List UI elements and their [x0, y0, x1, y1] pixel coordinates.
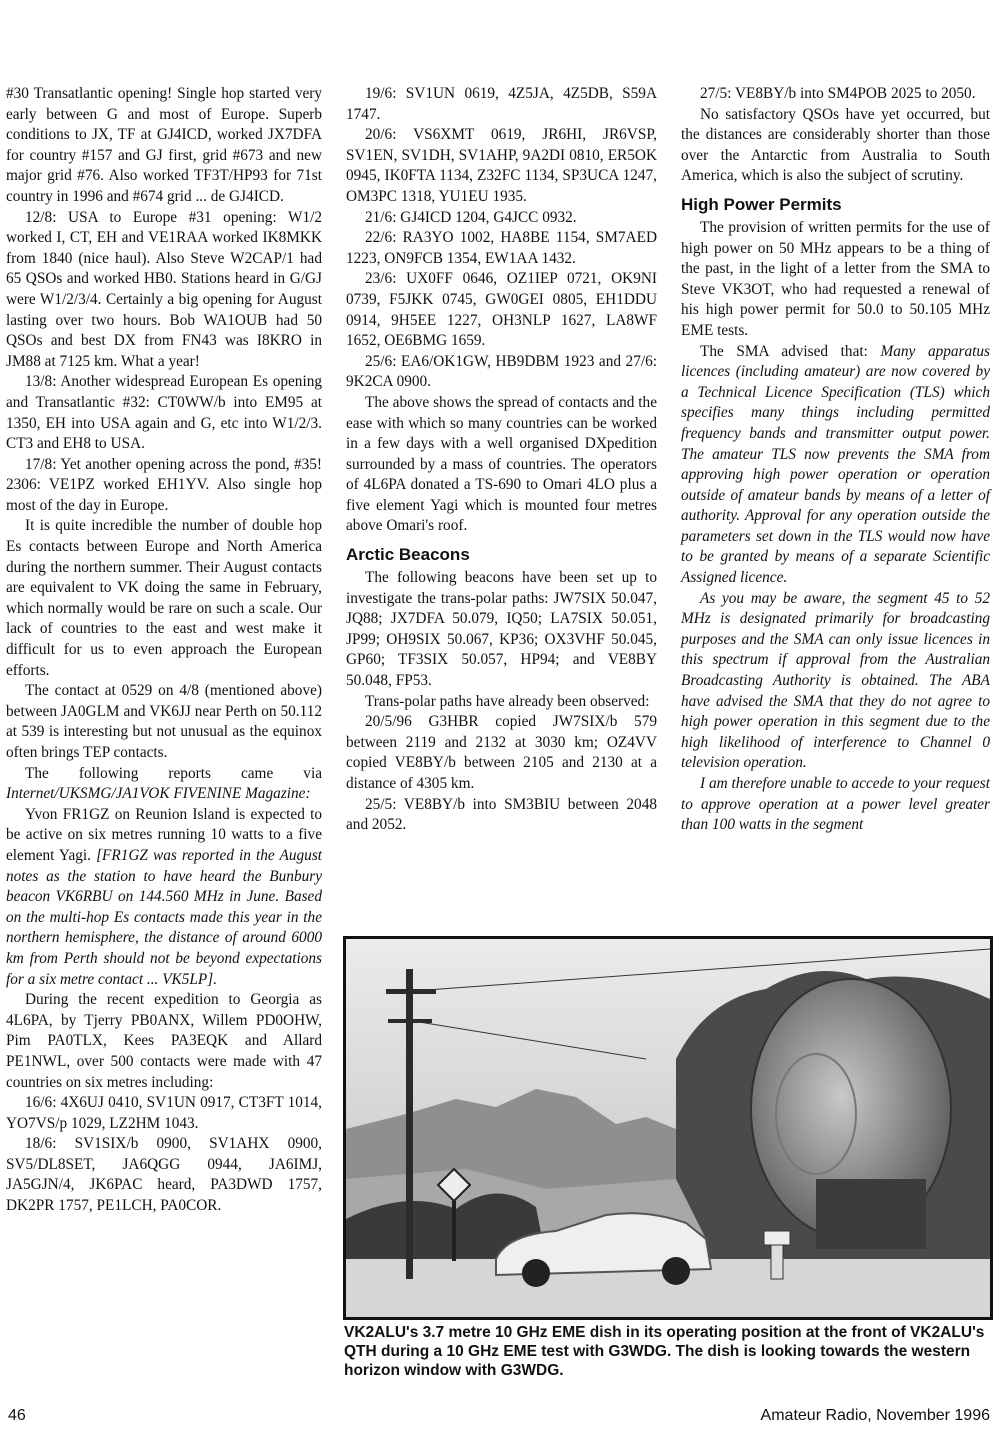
- text-column-1: [6, 84, 322, 1217]
- paragraph: [681, 589, 990, 774]
- paragraph: 18/6: SV1SIX/b 0900, SV1AHX 0900, SV5/DL8SET, JA6QGG 0944, JA6IMJ, JA5GJN/4, JK6PAC heard, PA3DWD 1757, DK2PR 1757, PE1LCH, PA0COR.: [6, 1135, 322, 1215]
- page-number: 46: [8, 1407, 26, 1424]
- paragraph: The contact at 0529 on 4/8 (mentioned above) between JA0GLM and VK6JJ near Perth on 50.112 at 539 is interesting but not unusual as the equinox often brings TEP contacts.: [6, 682, 322, 761]
- paragraph: Trans-polar paths have already been observed:: [365, 692, 650, 710]
- publication-title: Amateur Radio, November 1996: [760, 1407, 990, 1424]
- paragraph: 17/8: Yet another opening across the pond, #35! 2306: VE1PZ worked EH1YV. Also single hop most of the day in Europe.: [6, 455, 322, 514]
- section-heading: High Power Permits: [681, 194, 842, 214]
- sign-post: [452, 1201, 456, 1261]
- paragraph: 12/8: USA to Europe #31 opening: W1/2 worked I, CT, EH and VE1RAA worked IK8MKK from 1840 (nice haul). Also Steve W2CAP/1 had 65 QSOs and worked HB0. Stations heard in G/GJ were W1/2/3/4. Certainly a big opening for August lasting over two hours. Bob WA1OUB had 50 QSOs and best DX from FN43 was I8KRO in JM88 at 7125 km. What a year!: [6, 208, 322, 370]
- paragraph: 25/5: VE8BY/b into SM3BIU between 2048 and 2052.: [346, 795, 657, 834]
- paragraph: [681, 342, 990, 589]
- letterbox: [764, 1231, 790, 1245]
- photo-caption: VK2ALU's 3.7 metre 10 GHz EME dish in its operating position at the front of VK2ALU's QTH during a 10 GHz EME test with G3WDG. The dish is looking towards the western horizon window with G3WDG.: [344, 1324, 985, 1379]
- page-footer: [0, 1405, 1000, 1429]
- eme-dish-photo: [343, 936, 993, 1320]
- dish-mount: [816, 1179, 926, 1249]
- quoted-letter: Many apparatus licences (including amateur) are now covered by a Technical Licence Specification (TLS) which specifies many things including permitted frequency bands and transmitter output power. The amateur TLS now prevents the SMA from approving high power operation or operation outside of amateur bands by means of a letter of authority. Approval for any operation outside the parameters set down in the TLS would now have to be granted by means of a separate Scientific Assigned licence.: [681, 342, 990, 587]
- car-wheel: [522, 1259, 550, 1287]
- paragraph: 13/8: Another widespread European Es opening and Transatlantic #32: CT0WW/b into EM95 at 1350, EH into USA again and G, etc into W1/2/3. CT3 and EH8 to USA.: [6, 373, 322, 453]
- paragraph: 27/5: VE8BY/b into SM4POB 2025 to 2050.: [700, 85, 976, 102]
- paragraph: The above shows the spread of contacts and the ease with which so many countries can be worked in a few days with a well organised DXpedition surrounded by a mass of countries. The operators of 4L6PA donated a TS-690 to Omari 4LO plus a five element Yagi which is mounted four metres above Omari's roof.: [346, 393, 657, 535]
- paragraph: [6, 764, 322, 805]
- paragraph: 16/6: 4X6UJ 0410, SV1UN 0917, CT3FT 1014, YO7VS/p 1029, LZ2HM 1043.: [6, 1094, 322, 1132]
- text-column-3: [681, 84, 990, 836]
- editor-note: [FR1GZ was reported in the August notes as the station to have heard the Bunbury beacon VK6RBU on 144.560 MHz in June. Based on the multi-hop Es contacts made this year in the northern hemisphere, the distance of around 6000 km from Perth should not be beyond expectations for a six metre contact ... VK5LP].: [6, 846, 323, 988]
- quoted-letter: As you may be aware, the segment 45 to 52 MHz is designated primarily for broadcasting purposes and the SMA can only issue licences in this spectrum if approval from the Australian Broadcasting Authority is obtained. The ABA have advised the SMA that they do not agree to high power operation in this segment due to the high likelihood of interference to Channel 0 television operation.: [681, 589, 990, 772]
- car-wheel: [662, 1257, 690, 1285]
- source-list: Internet/UKSMG/JA1VOK FIVENINE Magazine:: [6, 785, 311, 803]
- paragraph-text: Yvon FR1GZ on Reunion Island is expected to be active on six metres running 10 watts to a five element Yagi.: [6, 805, 322, 864]
- paragraph: [681, 774, 990, 836]
- paragraph: No satisfactory QSOs have yet occurred, but the distances are considerably shorter than those over the Antarctic from Australia to South America, which is also the subject of scrutiny.: [681, 105, 990, 185]
- paragraph-text: The SMA advised that:: [700, 342, 868, 360]
- paragraph: 25/6: EA6/OK1GW, HB9DBM 1923 and 27/6: 9K2CA 0900.: [346, 352, 657, 391]
- paragraph: During the recent expedition to Georgia as 4L6PA, by Tjerry PB0ANX, Willem PD0OHW, Pim PA0TLX, Kees PA3EQK and Allard PE1NWL, over 500 contacts were made with 47 countries on six metres including:: [6, 991, 322, 1091]
- paragraph: The following beacons have been set up to investigate the trans-polar paths: JW7SIX 50.047, JQ88; JX7DFA 50.079, IQ50; LA7SIX 50.051, JP99; OH9SIX 50.067, KP36; OX3VHF 50.045, GP60; TF3SIX 50.057, HP94; and VE8BY 50.048, FP53.: [346, 569, 657, 690]
- paragraph: It is quite incredible the number of double hop Es contacts between Europe and North America during the northern summer. Their August contacts are equivalent to VK doing the same in February, which normally would be rare on such a scale. Our lack of countries to the east and west make it difficult for us to even approach the European efforts.: [6, 517, 322, 679]
- paragraph: 20/6: VS6XMT 0619, JR6HI, JR6VSP, SV1EN, SV1DH, SV1AHP, 9A2DI 0810, ER5OK 0945, IK0FTA 1134, Z32FC 1134, SP3UCA 1247, OM3PC 1318, YU1EU 1935.: [346, 126, 657, 205]
- pole-crossarm: [388, 1019, 432, 1023]
- quoted-letter: I am therefore unable to accede to your request to approve operation at a power level greater than 100 watts in the segment: [681, 775, 990, 834]
- photo-illustration: [346, 939, 990, 1317]
- paragraph: 22/6: RA3YO 1002, HA8BE 1154, SM7AED 1223, ON9FCB 1354, EW1AA 1432.: [346, 229, 657, 267]
- paragraph: The provision of written permits for the use of high power on 50 MHz appears to be a thing of the past, in the light of a letter from the SMA to Steve VK3OT, who had requested a renewal of his high power permit for 50.0 to 50.105 MHz EME tests.: [681, 218, 990, 339]
- paragraph: 20/5/96 G3HBR copied JW7SIX/b 579 between 2119 and 2132 at 3030 km; OZ4VV copied VE8BY/b between 2105 and 2130 at a distance of 4305 km.: [346, 713, 657, 792]
- paragraph-text: The following reports came via: [25, 764, 322, 782]
- text-column-2: [346, 84, 657, 836]
- utility-pole: [406, 969, 413, 1279]
- paragraph: #30 Transatlantic opening! Single hop started very early between G and most of Europe. Superb conditions to JX, TF at GJ4ICD, worked JX7DFA for country #157 and GJ first, grid #673 and new major grid #76. Also worked TF3T/HP93 for 71st country in 1996 and #674 grid ... de GJ4ICD.: [6, 85, 322, 205]
- section-heading: Arctic Beacons: [346, 545, 470, 565]
- paragraph: 19/6: SV1UN 0619, 4Z5JA, 4Z5DB, S59A 1747.: [346, 85, 657, 123]
- paragraph: 23/6: UX0FF 0646, OZ1IEP 0721, OK9NI 0739, F5JKK 0745, GW0GEI 0805, EH1DDU 0914, 9H5EE 1227, OH3NLP 1627, LA8WF 1652, OE6BMG 1659.: [346, 270, 657, 350]
- paragraph: [6, 805, 322, 990]
- paragraph: 21/6: GJ4ICD 1204, G4JCC 0932.: [365, 208, 577, 226]
